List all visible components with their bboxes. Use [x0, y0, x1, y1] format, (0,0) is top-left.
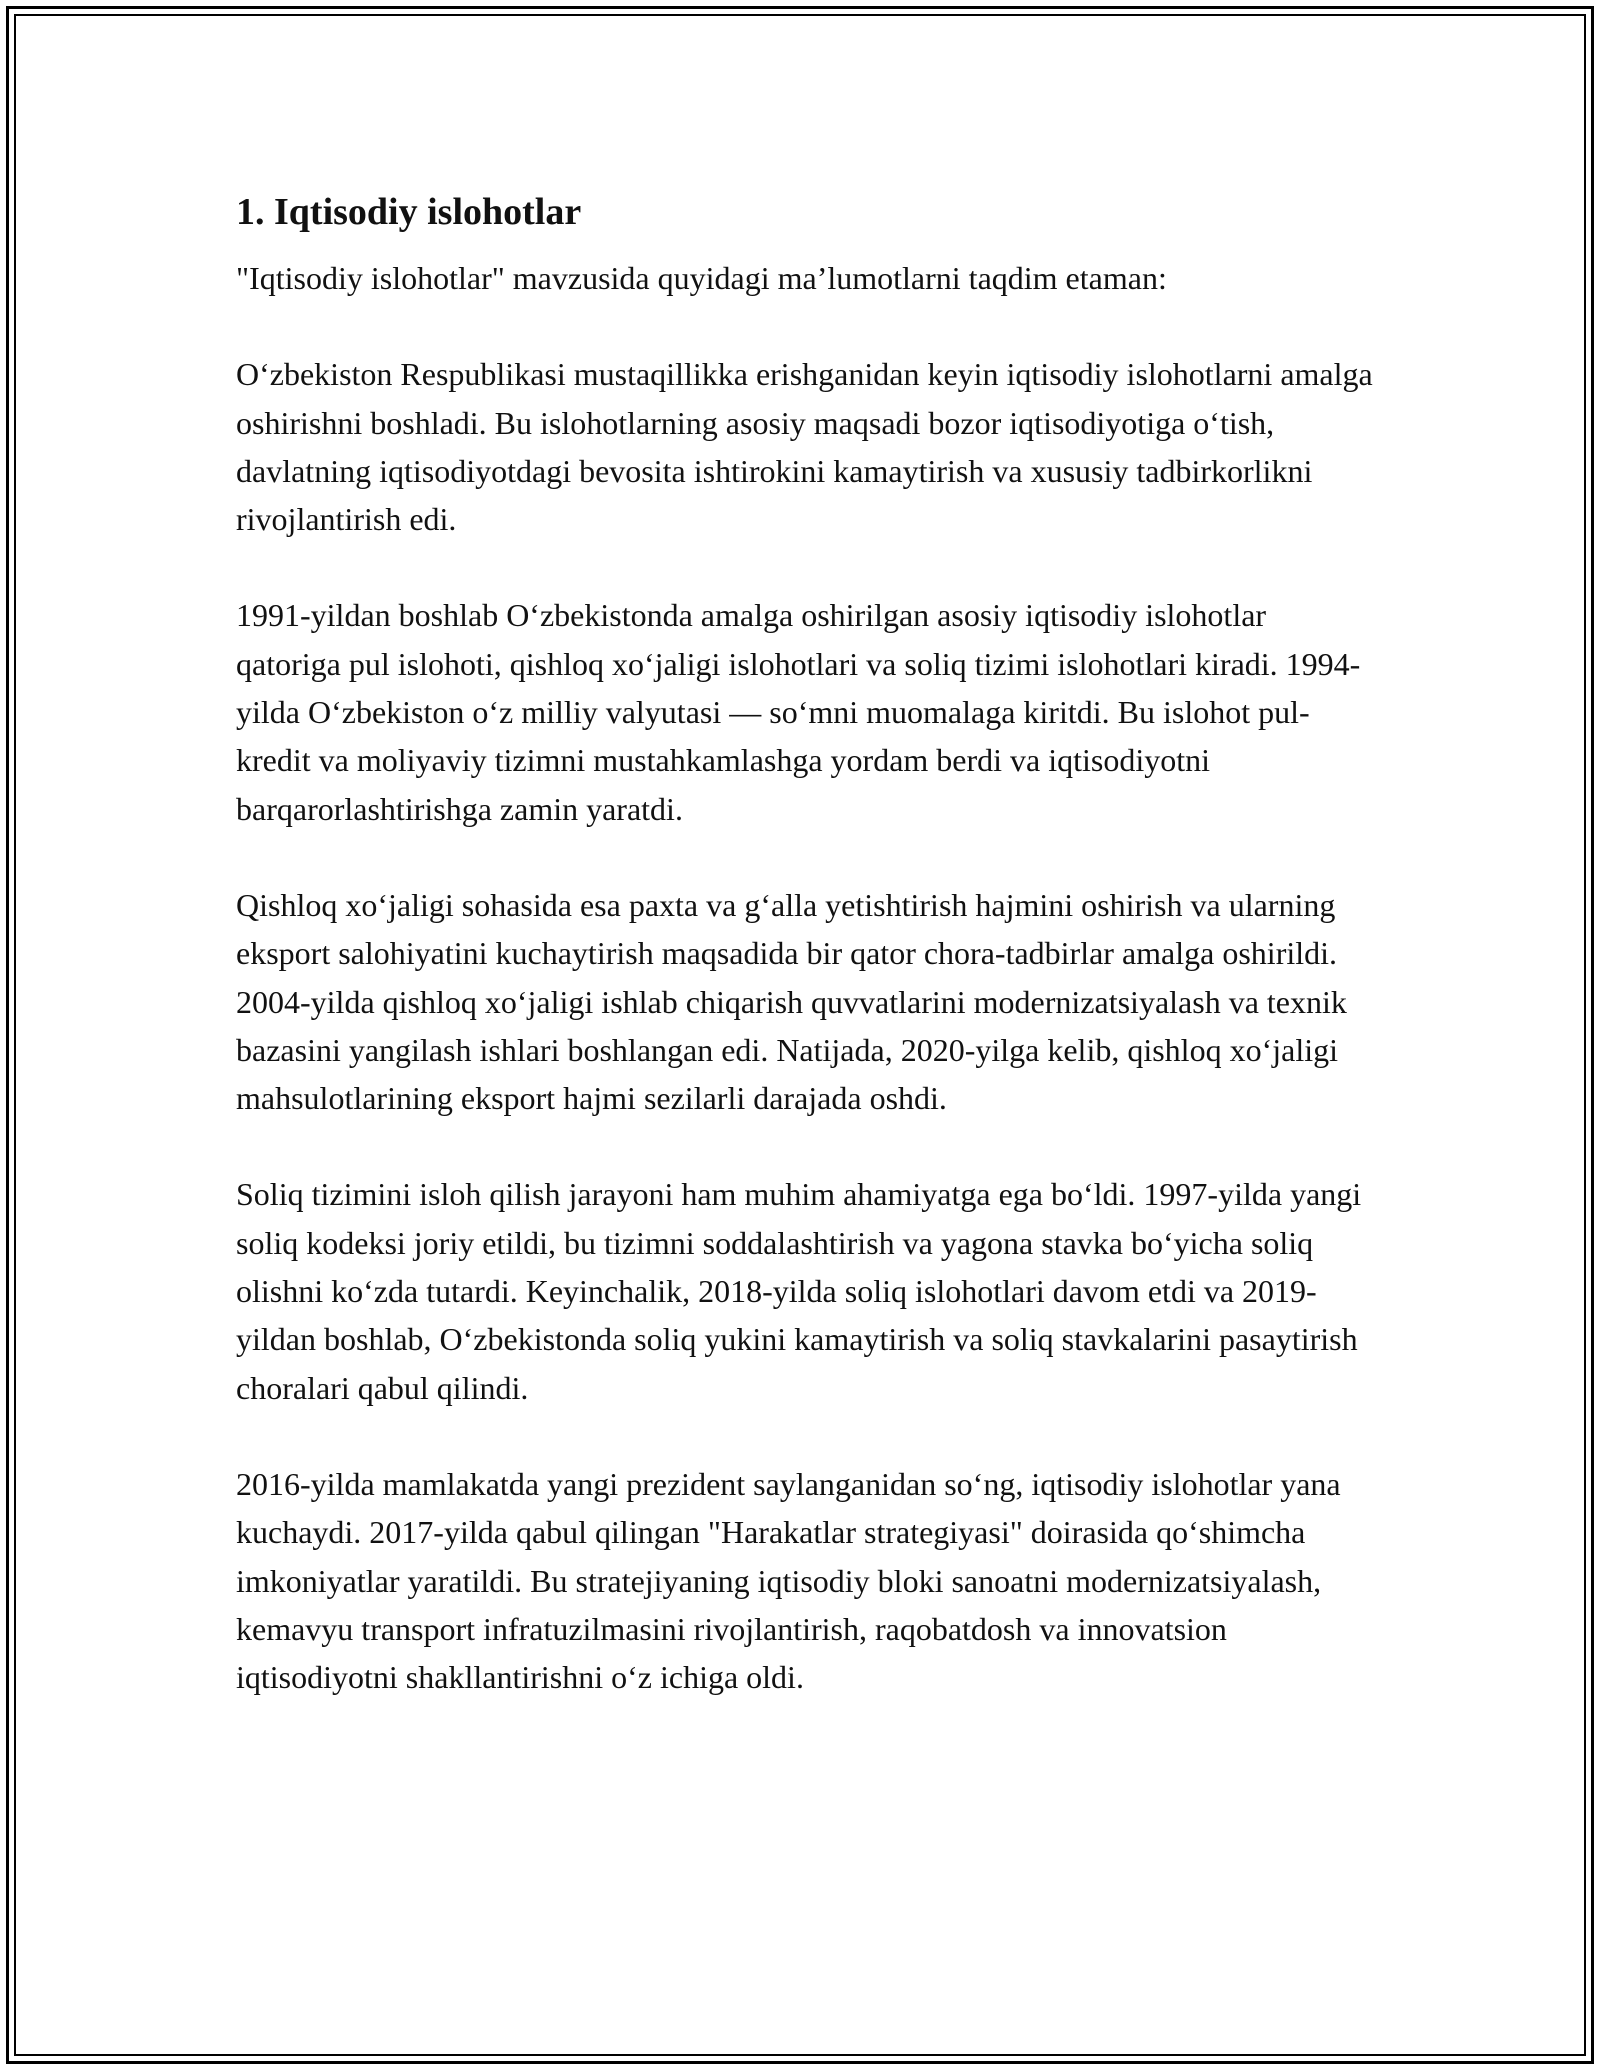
section-heading: 1. Iqtisodiy islohotlar — [236, 191, 582, 233]
document-body — [236, 186, 1376, 1749]
intro-paragraph: "Iqtisodiy islohotlar" mavzusida quyidagi ma’lumotlarni taqdim etaman: — [236, 260, 1167, 296]
paragraph-independence: O‘zbekiston Respublikasi mustaqillikka erishganidan keyin iqtisodiy islohotlarni amalga oshirishni boshladi. Bu islohotlarning asosiy maqsadi bozor iqtisodiyotiga o‘tish, davlatning iqtisodiyotdagi bevosita ishtirokini kamaytirish va xususiy tadbirkorlikni rivojlantirish edi. — [236, 356, 1373, 538]
paragraph-tax-reform: Soliq tizimini isloh qilish jarayoni ham muhim ahamiyatga ega bo‘ldi. 1997-yilda yangi soliq kodeksi joriy etildi, bu tizimni soddalashtirish va yagona stavka bo‘yicha soliq olishni ko‘zda tutardi. Keyinchalik, 2018-yilda soliq islohotlari davom etdi va 2019-yildan boshlab, O‘zbekistonda soliq yukini kamaytirish va soliq stavkalarini pasaytirish choralari qabul qilindi. — [236, 1176, 1362, 1406]
paragraph-agriculture: Qishloq xo‘jaligi sohasida esa paxta va g‘alla yetishtirish hajmini oshirish va ularning eksport salohiyatini kuchaytirish maqsadida bir qator chora-tadbirlar amalga oshirildi. 2004-yilda qishloq xo‘jaligi ishlab chiqarish quvvatlarini modernizatsiyalash va texnik bazasini yangilash ishlari boshlangan edi. Natijada, 2020-yilga kelib, qishloq xo‘jaligi mahsulotlarining eksport hajmi sezilarli darajada oshdi. — [236, 886, 1347, 1117]
paragraph-strategy: 2016-yilda mamlakatda yangi prezident saylanganidan so‘ng, iqtisodiy islohotlar yana kuchaydi. 2017-yilda qabul qilingan "Harakatlar strategiyasi" doirasida qo‘shimcha imkoniyatlar yaratildi. Bu stratejiyaning iqtisodiy bloki sanoatni modernizatsiyalash, kemavyu transport infratuzilmasini rivojlantirish, raqobatdosh va innovatsion iqtisodiyotni shakllantirishni o‘z ichiga oldi. — [236, 1465, 1341, 1696]
paragraph-monetary-reform: 1991-yildan boshlab O‘zbekistonda amalga oshirilgan asosiy iqtisodiy islohotlar qatoriga pul islohoti, qishloq xo‘jaligi islohotlari va soliq tizimi islohotlari kiradi. 1994-yilda O‘zbekiston o‘z milliy valyutasi — so‘mni muomalaga kiritdi. Bu islohot pul-kredit va moliyaviy tizimni mustahkamlashga yordam berdi va iqtisodiyotni barqarorlashtirishga zamin yaratdi. — [236, 597, 1361, 827]
